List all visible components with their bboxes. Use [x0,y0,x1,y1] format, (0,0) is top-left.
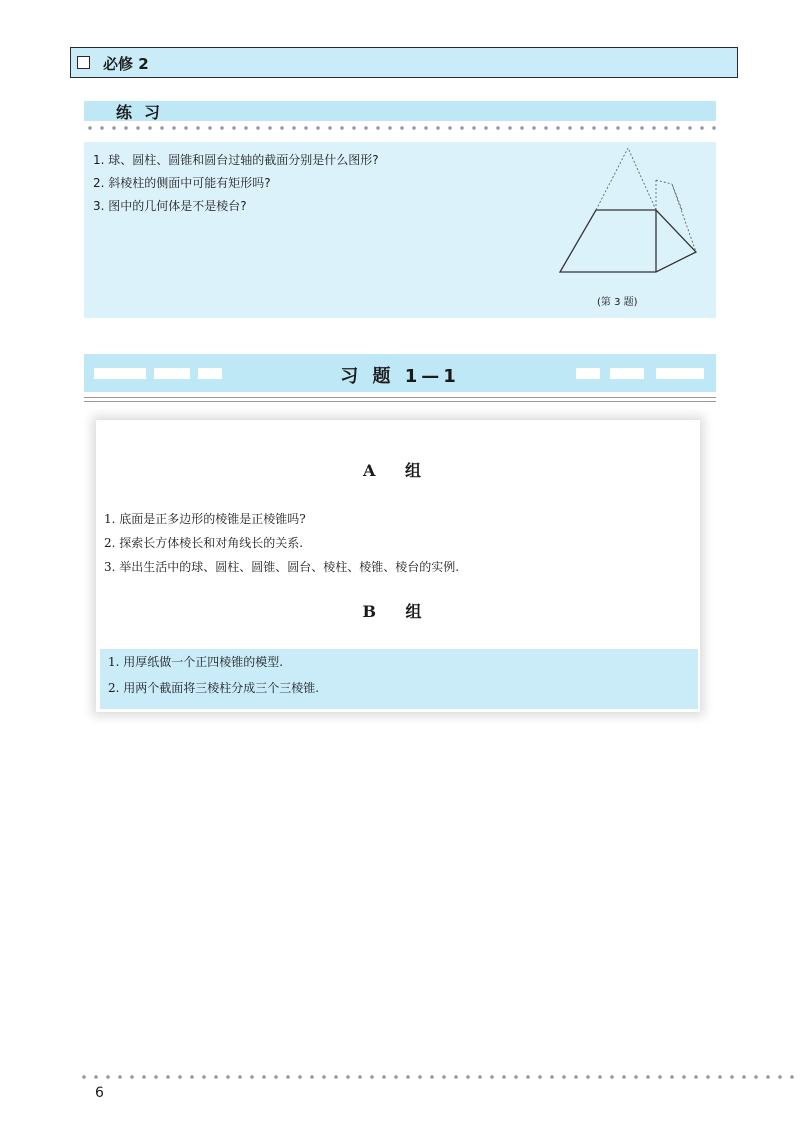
group-a-item-3: 3. 举出生活中的球、圆柱、圆锥、圆台、棱柱、棱锥、棱台的实例. [104,560,460,574]
group-a-item-1: 1. 底面是正多边形的棱锥是正棱锥吗? [104,512,306,526]
exercise-dotted-divider [84,126,716,130]
problem-set-banner [84,354,716,392]
banner-rule-1 [84,397,716,398]
group-b-title: B 组 [362,602,434,621]
group-a-title: A 组 [363,461,433,480]
frustum-figure [552,144,712,284]
exercise-title: 练习 [116,103,173,122]
figure-caption: (第 3 题) [597,297,638,308]
page-number: 6 [95,1085,104,1101]
group-b-box [100,649,698,709]
group-a-item-2: 2. 探索长方体棱长和对角线长的关系. [104,536,304,550]
group-b-item-2: 2. 用两个截面将三棱柱分成三个三棱锥. [108,681,320,695]
chapter-title: 必修 2 [103,55,149,73]
chapter-header [70,47,738,78]
problem-set-card [96,420,700,712]
group-b-item-1: 1. 用厚纸做一个正四棱锥的模型. [108,655,284,669]
exercise-item-3: 3. 图中的几何体是不是棱台? [93,199,247,213]
header-square-marker [77,56,90,69]
exercise-item-1: 1. 球、圆柱、圆锥和圆台过轴的截面分别是什么图形? [93,153,379,167]
banner-rule-2 [84,401,716,402]
exercise-item-2: 2. 斜棱柱的侧面中可能有矩形吗? [93,176,271,190]
exercise-title-bar [84,101,716,121]
problem-set-title: 习 题 1—1 [340,366,460,387]
exercise-box [84,142,716,318]
footer-dotted-divider [78,1075,800,1079]
